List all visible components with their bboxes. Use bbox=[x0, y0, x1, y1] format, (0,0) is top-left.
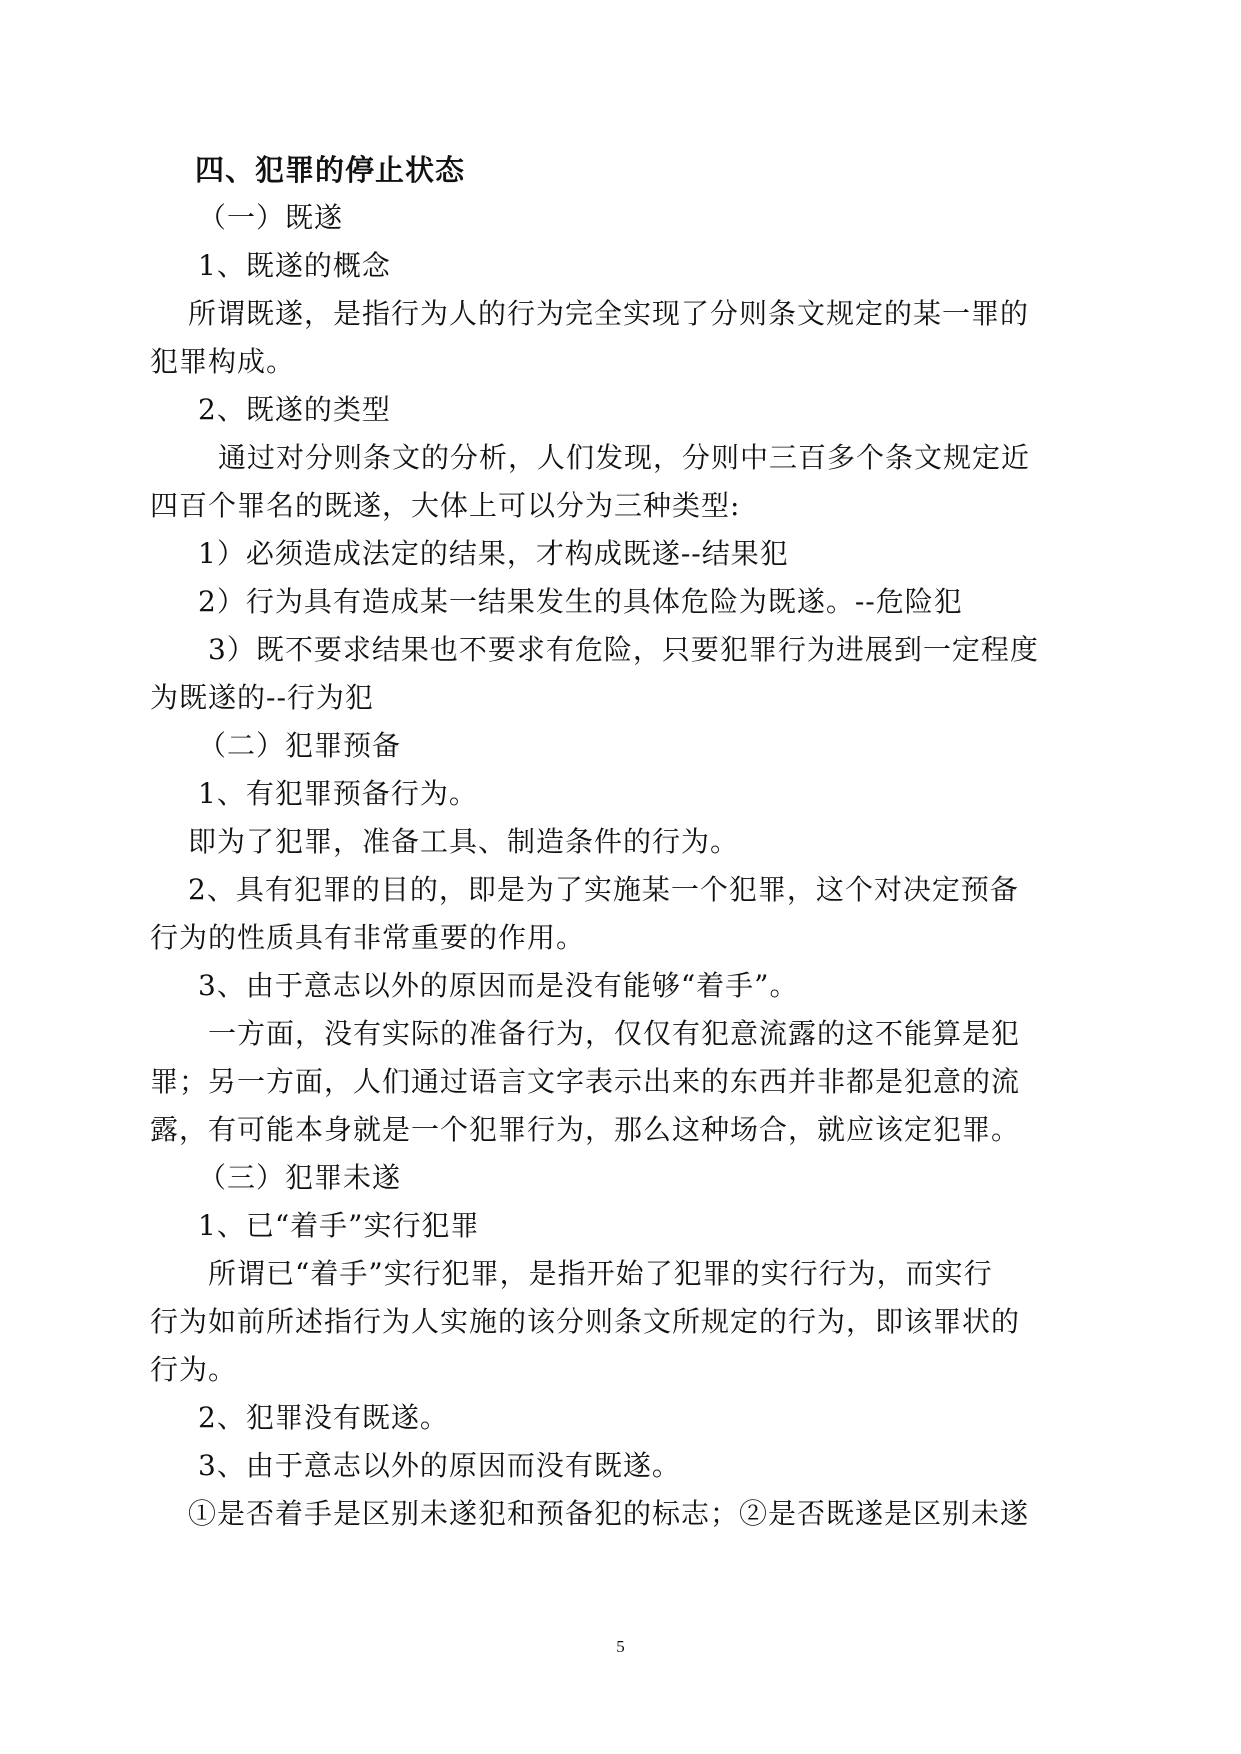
text-line: 行为如前所述指行为人实施的该分则条文所规定的行为，即该罪状的 bbox=[150, 1305, 1021, 1338]
text-line: 行为。 bbox=[150, 1353, 238, 1386]
text-line: 即为了犯罪，准备工具、制造条件的行为。 bbox=[188, 825, 740, 858]
subsection-title: （二）犯罪预备 bbox=[198, 729, 402, 762]
text-line: 一方面，没有实际的准备行为，仅仅有犯意流露的这不能算是犯 bbox=[208, 1017, 1021, 1050]
text-line: 1、既遂的概念 bbox=[198, 249, 391, 282]
text-line: 3）既不要求结果也不要求有危险，只要犯罪行为进展到一定程度 bbox=[208, 633, 1039, 666]
text-line: 3、由于意志以外的原因而是没有能够“着手”。 bbox=[198, 969, 799, 1002]
text-line: 1）必须造成法定的结果，才构成既遂--结果犯 bbox=[198, 537, 789, 570]
text-line: 四百个罪名的既遂，大体上可以分为三种类型: bbox=[150, 489, 741, 522]
text-line: 1、已“着手”实行犯罪 bbox=[198, 1209, 480, 1242]
text-line: 2）行为具有造成某一结果发生的具体危险为既遂。--危险犯 bbox=[198, 585, 963, 618]
text-line: 2、具有犯罪的目的，即是为了实施某一个犯罪，这个对决定预备 bbox=[188, 873, 1019, 906]
page-number: 5 bbox=[616, 1637, 625, 1656]
text-line: 所谓既遂，是指行为人的行为完全实现了分则条文规定的某一罪的 bbox=[188, 297, 1030, 330]
subsection-title: （一）既遂 bbox=[198, 201, 344, 234]
text-line: 行为的性质具有非常重要的作用。 bbox=[150, 921, 586, 954]
text-line: 罪；另一方面，人们通过语言文字表示出来的东西并非都是犯意的流 bbox=[150, 1065, 1021, 1098]
text-line: 为既遂的--行为犯 bbox=[150, 681, 374, 714]
text-line: 3、由于意志以外的原因而没有既遂。 bbox=[198, 1449, 681, 1482]
section-heading: 四、犯罪的停止状态 bbox=[195, 153, 466, 187]
text-line: 露，有可能本身就是一个犯罪行为，那么这种场合，就应该定犯罪。 bbox=[150, 1113, 1021, 1146]
text-line: ①是否着手是区别未遂犯和预备犯的标志；②是否既遂是区别未遂 bbox=[188, 1497, 1030, 1530]
text-line: 所谓已“着手”实行犯罪，是指开始了犯罪的实行行为，而实行 bbox=[208, 1257, 993, 1290]
text-line: 2、既遂的类型 bbox=[198, 393, 391, 426]
text-line: 2、犯罪没有既遂。 bbox=[198, 1401, 449, 1434]
text-line: 1、有犯罪预备行为。 bbox=[198, 777, 478, 810]
subsection-title: （三）犯罪未遂 bbox=[198, 1161, 402, 1194]
text-line: 通过对分则条文的分析，人们发现，分则中三百多个条文规定近 bbox=[218, 441, 1031, 474]
text-line: 犯罪构成。 bbox=[150, 345, 296, 378]
